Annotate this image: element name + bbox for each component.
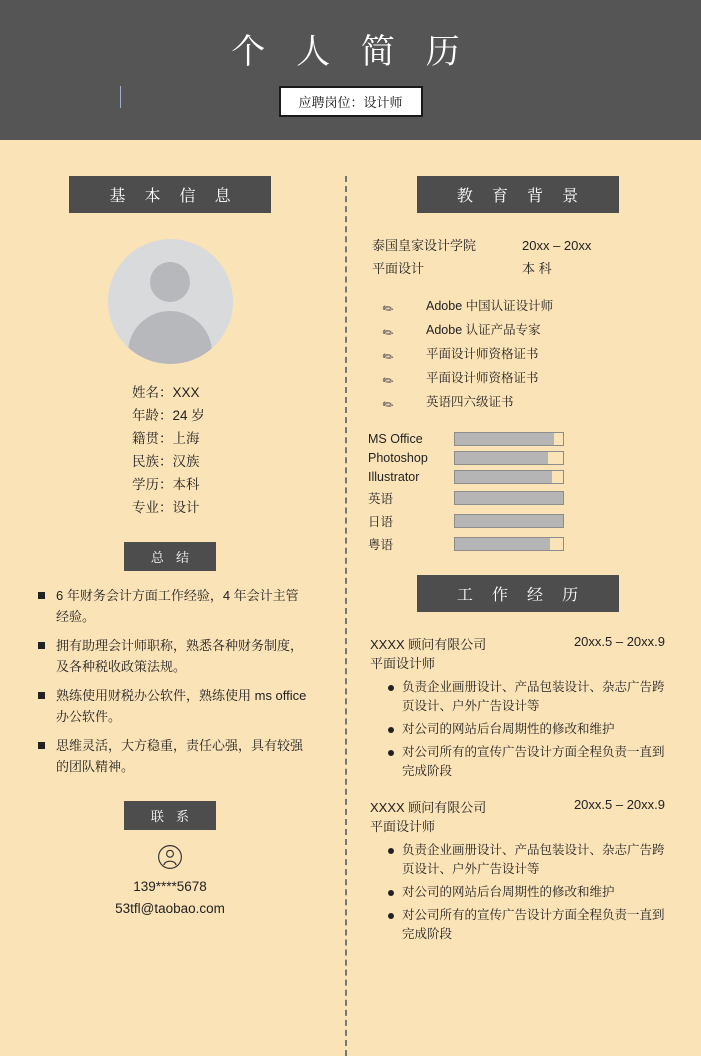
certificate-list [364, 294, 671, 414]
info-hometown: 籍贯：上海 [132, 431, 200, 446]
job-role: 平面设计师 [370, 656, 436, 671]
left-column [0, 176, 340, 960]
list-item: 拥有助理会计师职称，熟悉各种财务制度，及各种税收政策法规。 [38, 635, 310, 677]
list-item: 对公司所有的宣传广告设计方面全程负责一直到完成阶段 [388, 906, 667, 944]
education-period: 20xx – 20xx [522, 238, 592, 253]
job-entry [364, 634, 671, 781]
skill-label: Photoshop [368, 451, 428, 465]
skill-label: 粤语 [368, 538, 394, 552]
section-title-summary: 总 结 [124, 542, 216, 571]
education-row [364, 235, 671, 257]
job-company: XXXX 顾问有限公司 [370, 800, 487, 815]
job-header [364, 797, 671, 816]
list-item [364, 318, 671, 342]
skill-row [364, 470, 671, 484]
summary-list [24, 585, 316, 777]
ribbon-icon: ✎ [379, 323, 397, 343]
info-degree: 学历：本科 [132, 477, 200, 492]
info-major: 专业：设计 [132, 500, 200, 515]
job-entry [364, 797, 671, 944]
skill-row [364, 535, 671, 553]
skill-track [454, 514, 564, 528]
basic-info-list [24, 382, 316, 518]
skill-label: MS Office [368, 432, 423, 446]
avatar-wrapper [24, 239, 316, 364]
right-column [340, 176, 701, 960]
skill-fill [455, 471, 552, 483]
avatar-head-shape [150, 262, 190, 302]
ribbon-icon: ✎ [379, 395, 397, 415]
section-title-work: 工 作 经 历 [417, 575, 619, 612]
skill-fill [455, 492, 563, 504]
list-item [364, 366, 671, 390]
info-age: 年龄：24 岁 [132, 408, 205, 423]
list-item: 对公司所有的宣传广告设计方面全程负责一直到完成阶段 [388, 743, 667, 781]
skill-row [364, 451, 671, 465]
avatar-body-shape [128, 311, 212, 364]
certificate-label: 平面设计师资格证书 [426, 371, 539, 385]
list-item [364, 294, 671, 318]
ribbon-icon: ✎ [379, 371, 397, 391]
skill-label: 日语 [368, 515, 394, 529]
skill-track [454, 432, 564, 446]
contact-phone: 139****5678 [133, 879, 207, 894]
header-accent-rule [120, 86, 121, 108]
contact-block [24, 844, 316, 920]
skill-row [364, 512, 671, 530]
skill-track [454, 470, 564, 484]
resume-body [0, 140, 701, 960]
skill-track [454, 451, 564, 465]
job-header [364, 634, 671, 653]
skill-track [454, 491, 564, 505]
education-major: 平面设计 [372, 261, 425, 276]
page-header [0, 0, 701, 140]
info-name: 姓名：XXX [132, 385, 200, 400]
list-item: 6 年财务会计方面工作经验，4 年会计主管经验。 [38, 585, 310, 627]
list-item: 负责企业画册设计、产品包装设计、杂志广告跨页设计、户外广告设计等 [388, 678, 667, 716]
person-icon [157, 844, 183, 870]
job-date: 20xx.5 – 20xx.9 [573, 797, 665, 812]
ribbon-icon: ✎ [379, 299, 397, 319]
skill-fill [455, 515, 563, 527]
page-title: 个 人 简 历 [231, 32, 470, 72]
list-item: 熟练使用财税办公软件，熟练使用 ms office 办公软件。 [38, 685, 310, 727]
list-item: 对公司的网站后台周期性的修改和维护 [388, 883, 667, 902]
certificate-label: 平面设计师资格证书 [426, 347, 539, 361]
job-duty-list [364, 841, 671, 944]
column-divider [345, 176, 347, 1056]
list-item: 思维灵活，大方稳重，责任心强，具有较强的团队精神。 [38, 735, 310, 777]
skill-bars [364, 432, 671, 553]
skill-label: 英语 [368, 492, 394, 506]
skill-track [454, 537, 564, 551]
list-item [364, 390, 671, 414]
job-company: XXXX 顾问有限公司 [370, 637, 487, 652]
contact-email: 53tfl@taobao.com [115, 901, 225, 916]
skill-label: Illustrator [368, 470, 420, 484]
section-title-contact: 联 系 [124, 801, 216, 830]
skill-fill [455, 433, 554, 445]
skill-fill [455, 452, 548, 464]
education-row [364, 258, 671, 280]
certificate-label: Adobe 认证产品专家 [426, 323, 541, 337]
education-degree: 本 科 [522, 261, 552, 276]
skill-row [364, 489, 671, 507]
ribbon-icon: ✎ [379, 347, 397, 367]
section-title-basic-info: 基 本 信 息 [69, 176, 271, 213]
list-item: 负责企业画册设计、产品包装设计、杂志广告跨页设计、户外广告设计等 [388, 841, 667, 879]
certificate-label: Adobe 中国认证设计师 [426, 299, 554, 313]
skill-row [364, 432, 671, 446]
applied-position-badge: 应聘岗位：设计师 [278, 86, 422, 117]
info-ethnicity: 民族：汉族 [132, 454, 200, 469]
avatar [108, 239, 233, 364]
list-item: 对公司的网站后台周期性的修改和维护 [388, 720, 667, 739]
list-item [364, 342, 671, 366]
skill-fill [455, 538, 550, 550]
education-school: 泰国皇家设计学院 [372, 238, 477, 253]
section-title-education: 教 育 背 景 [417, 176, 619, 213]
job-duty-list [364, 678, 671, 781]
job-date: 20xx.5 – 20xx.9 [573, 634, 665, 649]
certificate-label: 英语四六级证书 [426, 395, 514, 409]
job-role: 平面设计师 [370, 819, 436, 834]
